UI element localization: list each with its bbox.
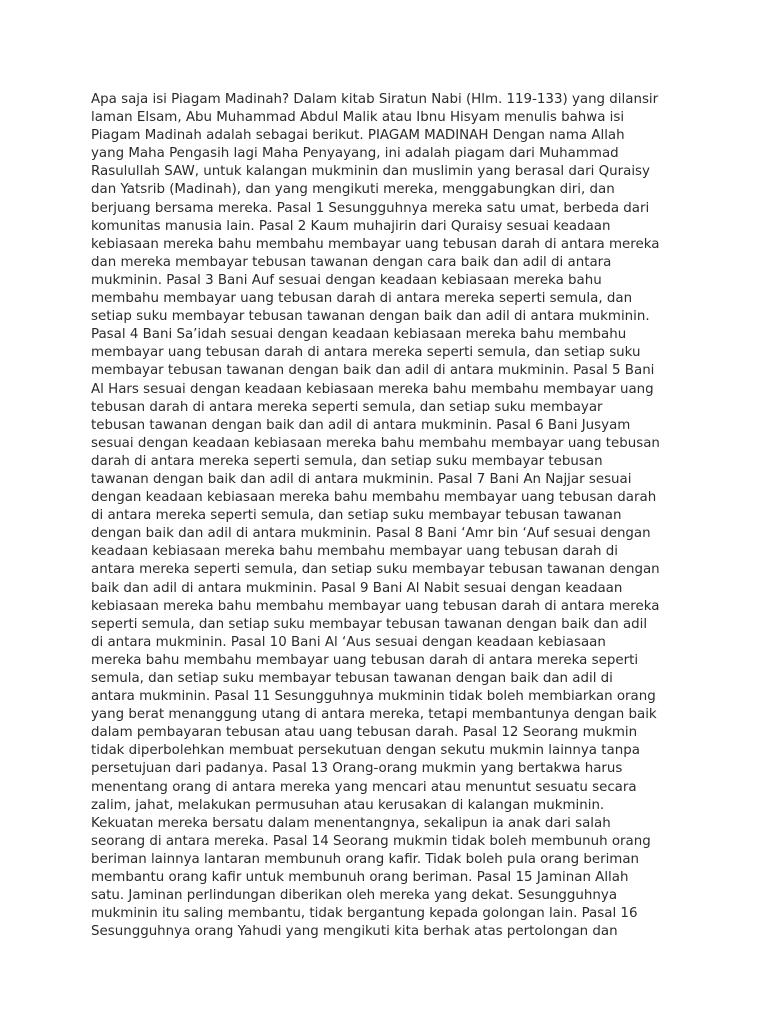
- body-text: Apa saja isi Piagam Madinah? Dalam kitab Siratun Nabi (Hlm. 119-133) yang dilansir laman Elsam, Abu Muhammad Abdul Malik atau Ibnu Hisyam menulis bahwa isi Piagam Madinah adalah sebagai berikut. PIAGAM MADINAH Dengan nama Allah yang Maha Pengasih lagi Maha Penyayang, ini adalah piagam dari Muhammad Rasulullah SAW, untuk kalangan mukminin dan muslimin yang berasal dari Quraisy dan Yatsrib (Madinah), dan yang mengikuti mereka, menggabungkan diri, dan berjuang bersama mereka. Pasal 1 Sesungguhnya mereka satu umat, berbeda dari komunitas manusia lain. Pasal 2 Kaum muhajirin dari Quraisy sesuai keadaan kebiasaan mereka bahu membahu membayar uang tebusan darah di antara mereka dan mereka membayar tebusan tawanan dengan cara baik dan adil di antara mukminin. Pasal 3 Bani Auf sesuai dengan keadaan kebiasaan mereka bahu membahu membayar uang tebusan darah di antara mereka seperti semula, dan setiap suku membayar tebusan tawanan dengan baik dan adil di antara mukminin. Pasal 4 Bani Sa’idah sesuai dengan keadaan kebiasaan mereka bahu membahu membayar uang tebusan darah di antara mereka seperti semula, dan setiap suku membayar tebusan tawanan dengan baik dan adil di antara mukminin. Pasal 5 Bani Al Hars sesuai dengan keadaan kebiasaan mereka bahu membahu membayar uang tebusan darah di antara mereka seperti semula, dan setiap suku membayar tebusan tawanan dengan baik dan adil di antara mukminin. Pasal 6 Bani Jusyam sesuai dengan keadaan kebiasaan mereka bahu membahu membayar uang tebusan darah di antara mereka seperti semula, dan setiap suku membayar tebusan tawanan dengan baik dan adil di antara mukminin. Pasal 7 Bani An Najjar sesuai dengan keadaan kebiasaan mereka bahu membahu membayar uang tebusan darah di antara mereka seperti semula, dan setiap suku membayar tebusan tawanan dengan baik dan adil di antara mukminin. Pasal 8 Bani ‘Amr bin ‘Auf sesuai dengan keadaan kebiasaan mereka bahu membahu membayar uang tebusan darah di antara mereka seperti semula, dan setiap suku membayar tebusan tawanan dengan baik dan adil di antara mukminin. Pasal 9 Bani Al Nabit sesuai dengan keadaan kebiasaan mereka bahu membahu membayar uang tebusan darah di antara mereka seperti semula, dan setiap suku membayar tebusan tawanan dengan baik dan adil di antara mukminin. Pasal 10 Bani Al ‘Aus sesuai dengan keadaan kebiasaan mereka bahu membahu membayar uang tebusan darah di antara mereka seperti semula, dan setiap suku membayar tebusan tawanan dengan baik dan adil di antara mukminin. Pasal 11 Sesungguhnya mukminin tidak boleh membiarkan orang yang berat menanggung utang di antara mereka, tetapi membantunya dengan baik dalam pembayaran tebusan atau uang tebusan darah. Pasal 12 Seorang mukmin tidak diperbolehkan membuat persekutuan dengan sekutu mukmin lainnya tanpa persetujuan dari padanya. Pasal 13 Orang-orang mukmin yang bertakwa harus menentang orang di antara mereka yang mencari atau menuntut sesuatu secara zalim, jahat, melakukan permusuhan atau kerusakan di kalangan mukminin. Kekuatan mereka bersatu dalam menentangnya, sekalipun ia anak dari salah seorang di antara mereka. Pasal 14 Seorang mukmin tidak boleh membunuh orang beriman lainnya lantaran membunuh orang kafir. Tidak boleh pula orang beriman membantu orang kafir untuk membunuh orang beriman. Pasal 15 Jaminan Allah satu. Jaminan perlindungan diberikan oleh mereka yang dekat. Sesungguhnya mukminin itu saling membantu, tidak bergantung kepada golongan lain. Pasal 16 Sesungguhnya orang Yahudi yang mengikuti kita berhak atas pertolongan dan: [91, 92, 660, 940]
